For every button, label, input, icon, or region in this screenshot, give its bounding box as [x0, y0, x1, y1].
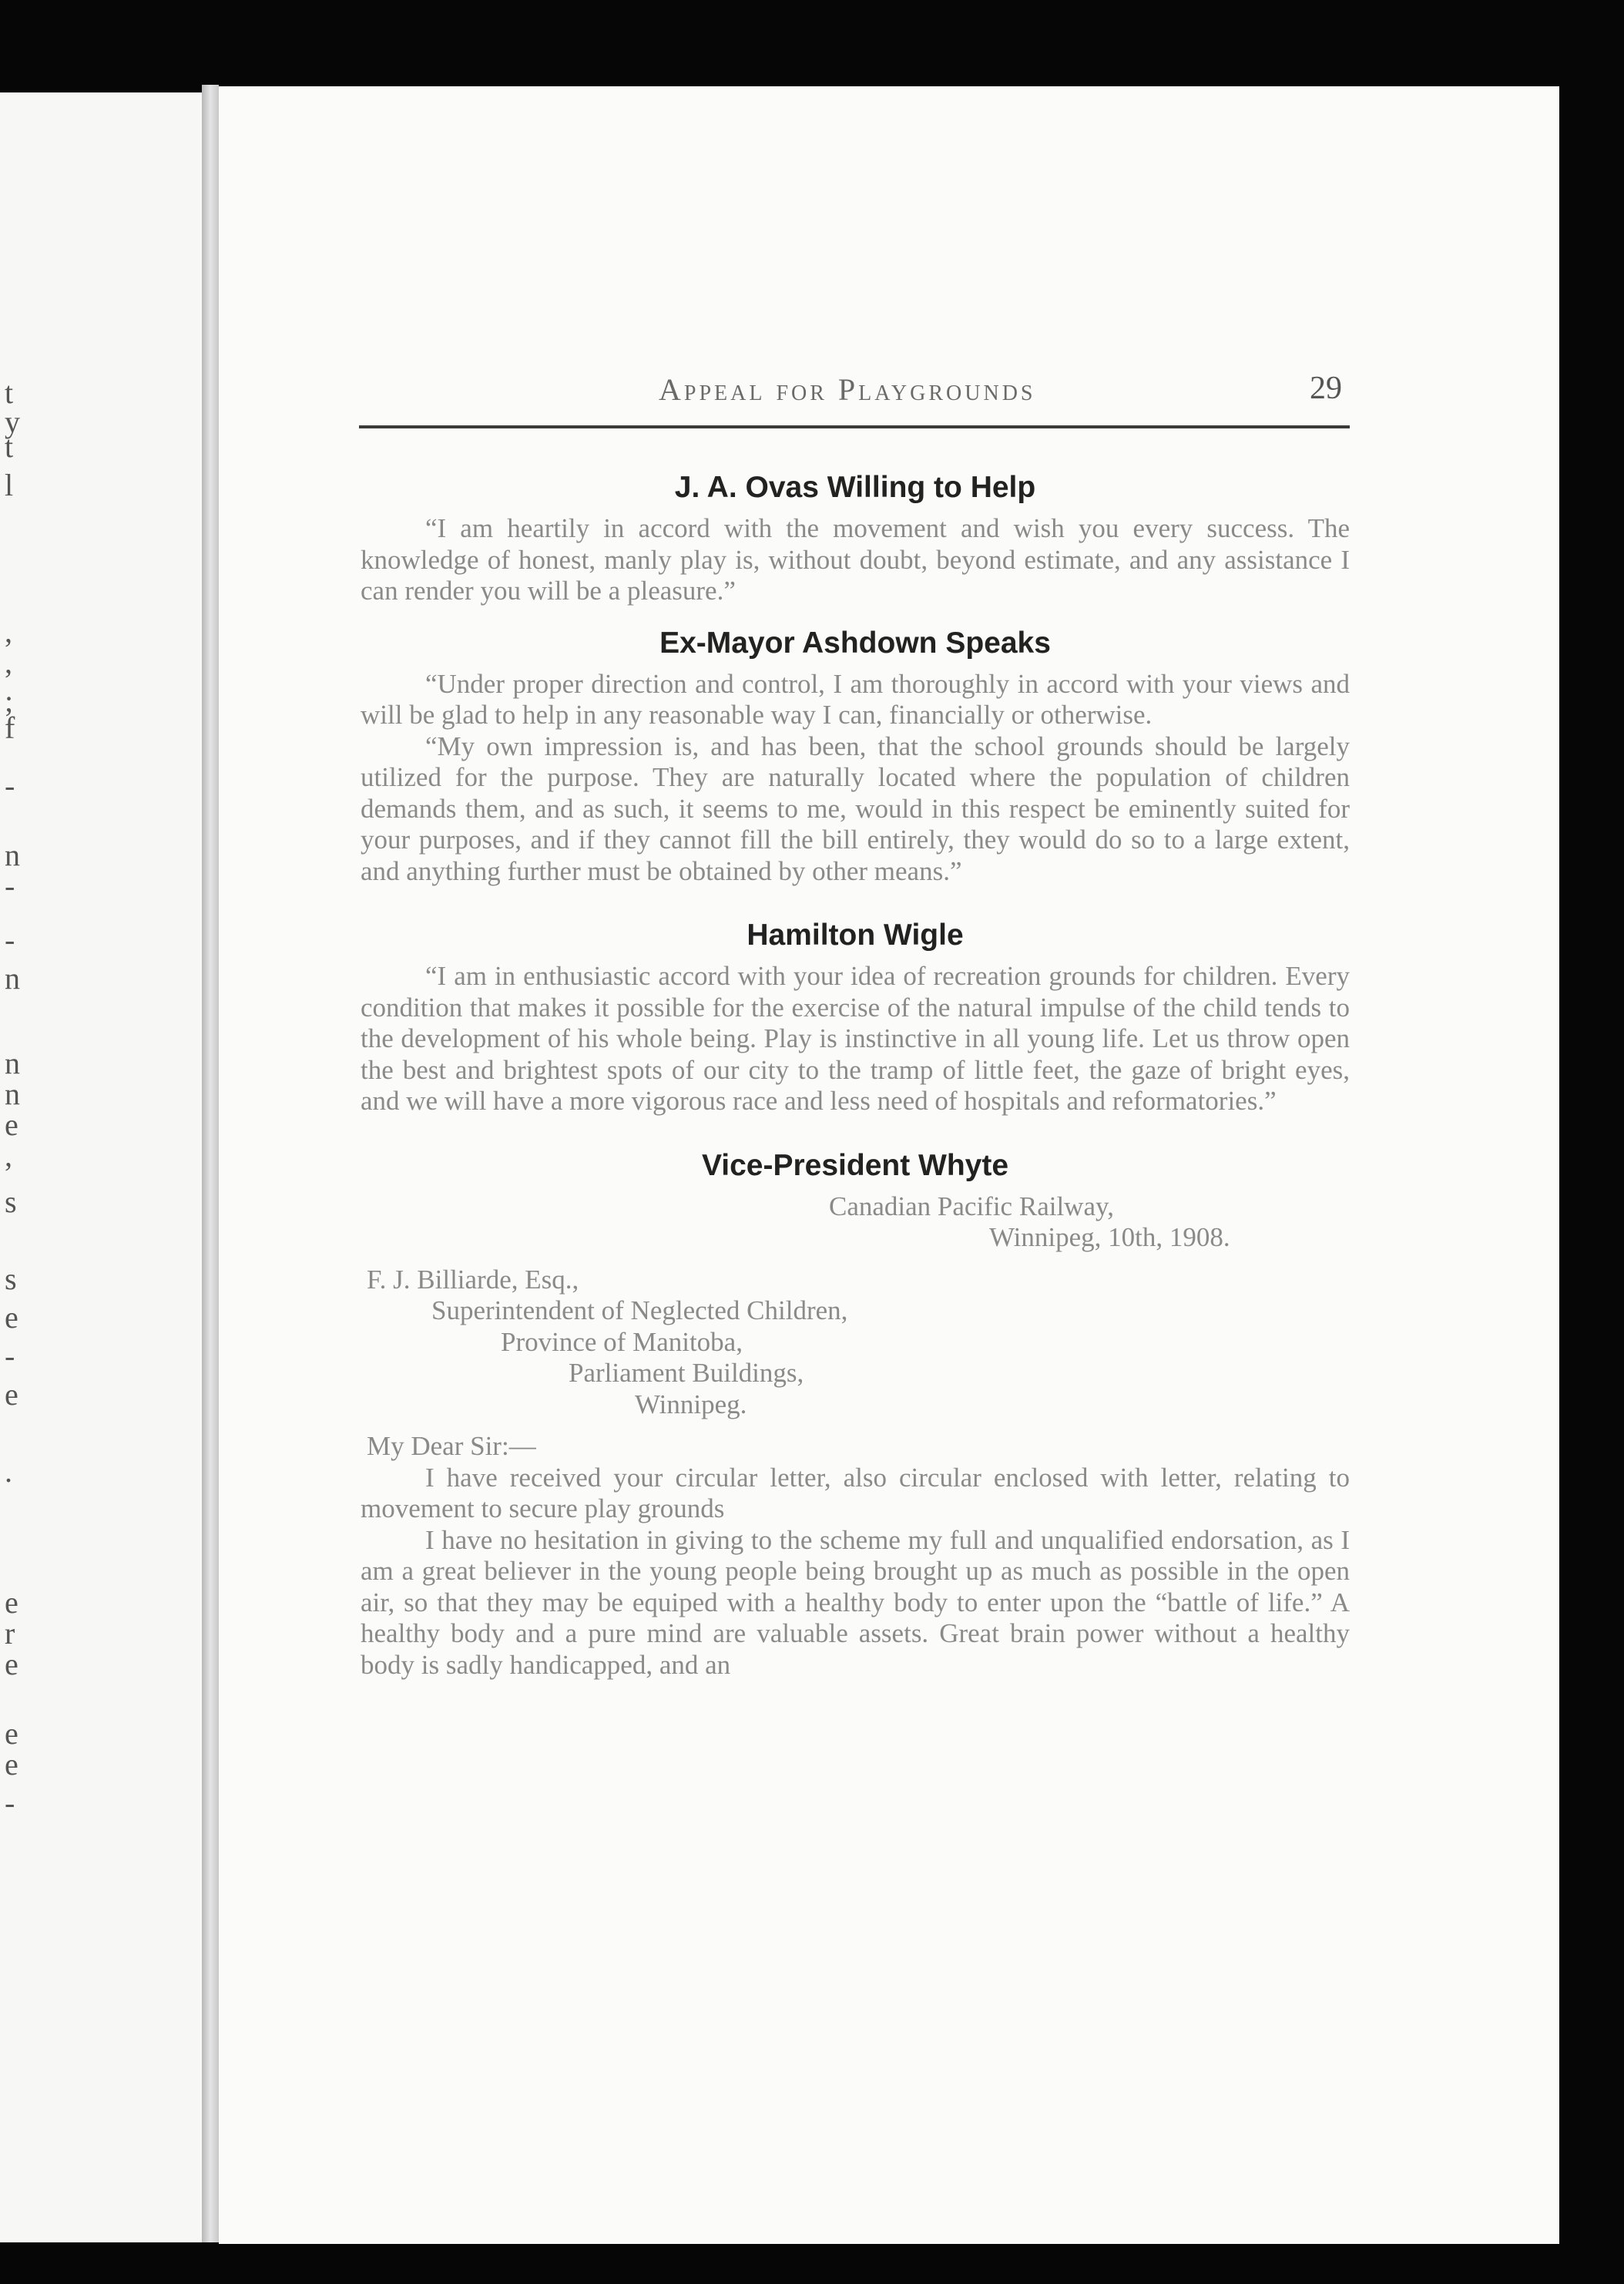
left-edge-letter: y: [5, 405, 20, 439]
address-line: Superintendent of Neglected Children,: [431, 1295, 848, 1325]
left-edge-letter: e: [5, 1107, 18, 1142]
left-page-fragment: [0, 92, 202, 2242]
running-header: Appeal for Playgrounds: [659, 372, 1036, 407]
header-rule: [359, 425, 1350, 428]
address-line: Province of Manitoba,: [501, 1326, 743, 1357]
left-edge-letter: t: [5, 429, 14, 464]
letter-place-date: Winnipeg, 10th, 1908.: [989, 1222, 1230, 1252]
page-content: [361, 462, 1350, 1681]
left-edge-letter: l: [5, 468, 14, 502]
left-edge-letter: e: [5, 1716, 18, 1751]
left-edge-letter: e: [5, 1300, 18, 1335]
left-edge-letter: n: [5, 1046, 20, 1080]
left-edge-letter: n: [5, 1077, 20, 1111]
left-edge-letter: .: [5, 1454, 12, 1489]
left-page-edge-letters: [5, 92, 35, 2242]
letter-paragraph: I have received your circular letter, also circular enclosed with letter, relating to movement to secure play grounds: [361, 1462, 1350, 1523]
left-edge-letter: f: [5, 710, 15, 745]
letter-sender-org: Canadian Pacific Railway,: [829, 1191, 1114, 1221]
paragraph: “My own impression is, and has been, that the school grounds should be largely utilized for the purpose. They are naturally located where the population of children demands them, and as such, it seems to me, would in this respect be eminently suited for your purposes, and if they cannot fill the bill entirely, they would do so to a large extent, and anything further must be obtained by other means.”: [361, 731, 1350, 886]
left-edge-letter: ,: [5, 614, 12, 649]
letter-paragraph: I have no hesitation in giving to the scheme my full and unqualified endorsation, as I am a great believer in the young people being brought up as much as possible in the open air, so that they may be equiped with a healthy body to enter upon the “battle of life.” A healthy body and a pure mind are valuable assets. Great brain power without a healthy body is sadly handicapped, and an: [361, 1524, 1350, 1680]
left-edge-letter: e: [5, 1747, 18, 1782]
left-edge-letter: -: [5, 768, 15, 803]
left-edge-letter: -: [5, 1785, 15, 1820]
left-edge-letter: ,: [5, 645, 12, 680]
letter-salutation: My Dear Sir:—: [367, 1431, 536, 1461]
paragraph: “Under proper direction and control, I am thoroughly in accord with your views and will be glad to help in any reasonable way I can, financially or otherwise.: [361, 668, 1350, 730]
left-edge-letter: -: [5, 922, 15, 957]
left-edge-letter: e: [5, 1377, 18, 1412]
left-edge-letter: t: [5, 375, 14, 410]
paragraph: “I am heartily in accord with the movement and wish you every success. The knowledge of honest, manly play is, without doubt, beyond estimate, and any assistance I can render you will be a pleasure.”: [361, 513, 1350, 606]
page-number: 29: [1310, 371, 1342, 406]
left-edge-letter: e: [5, 1585, 18, 1620]
left-edge-letter: n: [5, 961, 20, 996]
left-edge-letter: s: [5, 1261, 17, 1296]
address-line: Winnipeg.: [635, 1389, 747, 1419]
left-edge-letter: e: [5, 1647, 18, 1681]
section-heading: Ex-Mayor Ashdown Speaks: [659, 626, 1051, 660]
left-edge-letter: -: [5, 1338, 15, 1373]
section-heading: Hamilton Wigle: [747, 919, 964, 952]
section-heading: J. A. Ovas Willing to Help: [674, 471, 1036, 504]
left-edge-letter: s: [5, 1184, 17, 1219]
left-edge-letter: ,: [5, 1138, 12, 1173]
address-line: Parliament Buildings,: [569, 1358, 804, 1388]
letter-heading: Vice-President Whyte: [701, 1148, 1009, 1182]
address-line: F. J. Billiarde, Esq.,: [367, 1264, 579, 1295]
left-edge-letter: n: [5, 838, 20, 872]
left-edge-letter: ;: [5, 684, 14, 718]
paragraph: “I am in enthusiastic accord with your idea of recreation grounds for children. Every condition that makes it possible for the exercise of the natural impulse of the child tends to the development of his whole being. Play is instinctive in all young life. Let us throw open the best and brightest spots of our city to the tramp of little feet, the gaze of bright eyes, and we will have a more vigorous race and less need of hospitals and reformatories.”: [361, 961, 1350, 1116]
book-spine: [202, 85, 219, 2242]
left-edge-letter: -: [5, 868, 15, 903]
left-edge-letter: r: [5, 1616, 15, 1651]
